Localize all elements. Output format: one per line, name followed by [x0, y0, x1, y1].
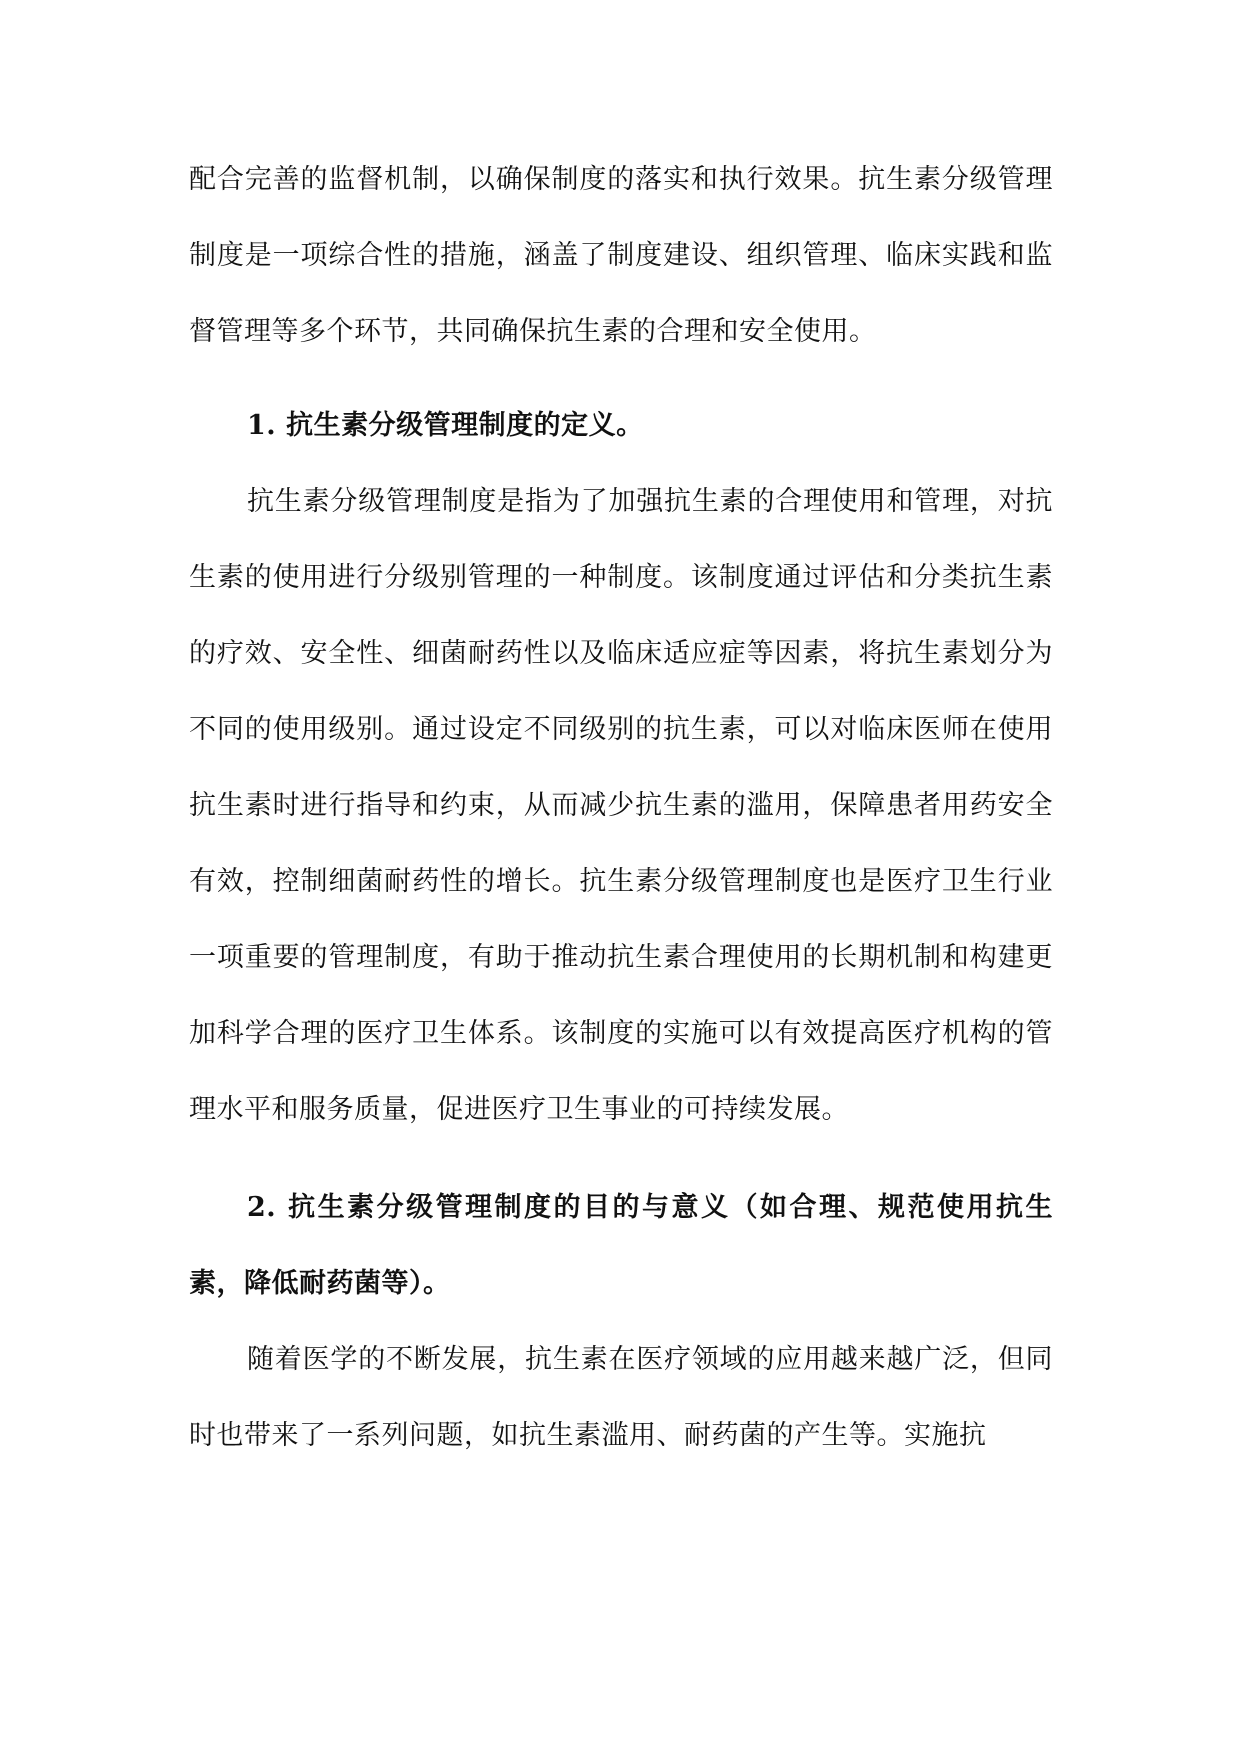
section-1-body: 抗生素分级管理制度是指为了加强抗生素的合理使用和管理，对抗生素的使用进行分级别管理的一种制度。该制度通过评估和分类抗生素的疗效、安全性、细菌耐药性以及临床适应症等因素，将抗生素划分为不同的使用级别。通过设定不同级别的抗生素，可以对临床医师在使用抗生素时进行指导和约束，从而减少抗生素的滥用，保障患者用药安全有效，控制细菌耐药性的增长。抗生素分级管理制度也是医疗卫生行业一项重要的管理制度，有助于推动抗生素合理使用的长期机制和构建更加科学合理的医疗卫生体系。该制度的实施可以有效提高医疗机构的管理水平和服务质量，促进医疗卫生事业的可持续发展。	[189, 486, 1053, 1125]
section-2-heading: 2. 抗生素分级管理制度的目的与意义（如合理、规范使用抗生素，降低耐药菌等）。	[189, 1192, 1053, 1299]
intro-paragraph: 配合完善的监督机制，以确保制度的落实和执行效果。抗生素分级管理制度是一项综合性的措施，涵盖了制度建设、组织管理、临床实践和监督管理等多个环节，共同确保抗生素的合理和安全使用。	[189, 164, 1053, 347]
section-2-body: 随着医学的不断发展，抗生素在医疗领域的应用越来越广泛，但同时也带来了一系列问题，如抗生素滥用、耐药菌的产生等。实施抗	[189, 1344, 1053, 1451]
spacer	[189, 370, 1053, 388]
section-1-heading: 1. 抗生素分级管理制度的定义。	[247, 410, 644, 441]
spacer	[189, 1148, 1053, 1170]
document-content	[189, 142, 1053, 1474]
